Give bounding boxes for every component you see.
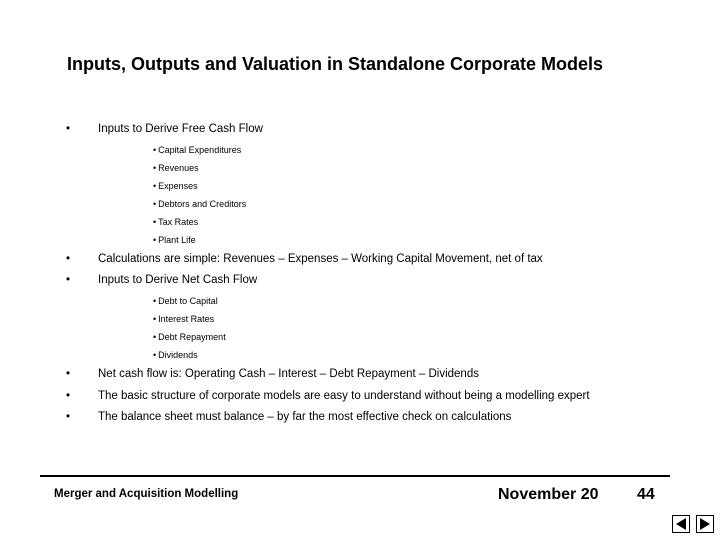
sub-bullet-marker: • (153, 181, 157, 191)
sub-bullet-text: Revenues (158, 163, 199, 173)
sub-bullet-marker: • (153, 332, 157, 342)
bullet-marker: • (66, 274, 71, 286)
sub-bullet-marker: • (153, 314, 157, 324)
sub-bullet-text: Tax Rates (158, 217, 199, 227)
sub-bullet-item (153, 234, 196, 246)
sub-bullet-text: Capital Expenditures (158, 145, 242, 155)
sub-bullet-item (153, 349, 198, 361)
bullet-text: The balance sheet must balance – by far the most effective check on calculations (98, 411, 512, 423)
sub-bullet-item (153, 295, 218, 307)
bullet-marker: • (66, 253, 71, 265)
sub-bullet-item (153, 216, 198, 228)
sub-bullet-item (153, 331, 226, 343)
bullet-marker: • (66, 411, 71, 423)
bullet-text: The basic structure of corporate models are easy to understand without being a modelling expert (98, 390, 590, 402)
sub-bullet-text: Debtors and Creditors (158, 199, 247, 209)
sub-bullet-item (153, 180, 198, 192)
sub-bullet-item (153, 313, 214, 325)
footer-divider (40, 475, 670, 477)
sub-bullet-text: Expenses (158, 181, 198, 191)
bullet-text: Net cash flow is: Operating Cash – Interest – Debt Repayment – Dividends (98, 368, 479, 380)
triangle-right-icon (697, 516, 713, 532)
triangle-left-icon (673, 516, 689, 532)
sub-bullet-marker: • (153, 163, 157, 173)
bullet-text: Inputs to Derive Free Cash Flow (98, 123, 263, 135)
bullet-text: Inputs to Derive Net Cash Flow (98, 274, 258, 286)
sub-bullet-marker: • (153, 217, 157, 227)
footer-date: November 20 (498, 486, 599, 503)
footer-course-title: Merger and Acquisition Modelling (54, 488, 239, 500)
sub-bullet-item (153, 144, 241, 156)
sub-bullet-marker: • (153, 350, 157, 360)
sub-bullet-text: Debt to Capital (158, 296, 218, 306)
bullet-marker: • (66, 368, 71, 380)
sub-bullet-marker: • (153, 296, 157, 306)
sub-bullet-item (153, 198, 246, 210)
sub-bullet-marker: • (153, 199, 157, 209)
sub-bullet-text: Interest Rates (158, 314, 215, 324)
next-slide-button[interactable] (696, 515, 714, 533)
sub-bullet-text: Plant Life (158, 235, 196, 245)
previous-slide-button[interactable] (672, 515, 690, 533)
sub-bullet-text: Dividends (158, 350, 198, 360)
sub-bullet-text: Debt Repayment (158, 332, 226, 342)
sub-bullet-marker: • (153, 145, 157, 155)
sub-bullet-marker: • (153, 235, 157, 245)
slide-title: Inputs, Outputs and Valuation in Standalone Corporate Models (67, 54, 604, 74)
bullet-marker: • (66, 390, 71, 402)
bullet-text: Calculations are simple: Revenues – Expenses – Working Capital Movement, net of tax (98, 253, 543, 265)
sub-bullet-item (153, 162, 199, 174)
bullet-marker: • (66, 123, 71, 135)
page-number: 44 (637, 486, 655, 503)
